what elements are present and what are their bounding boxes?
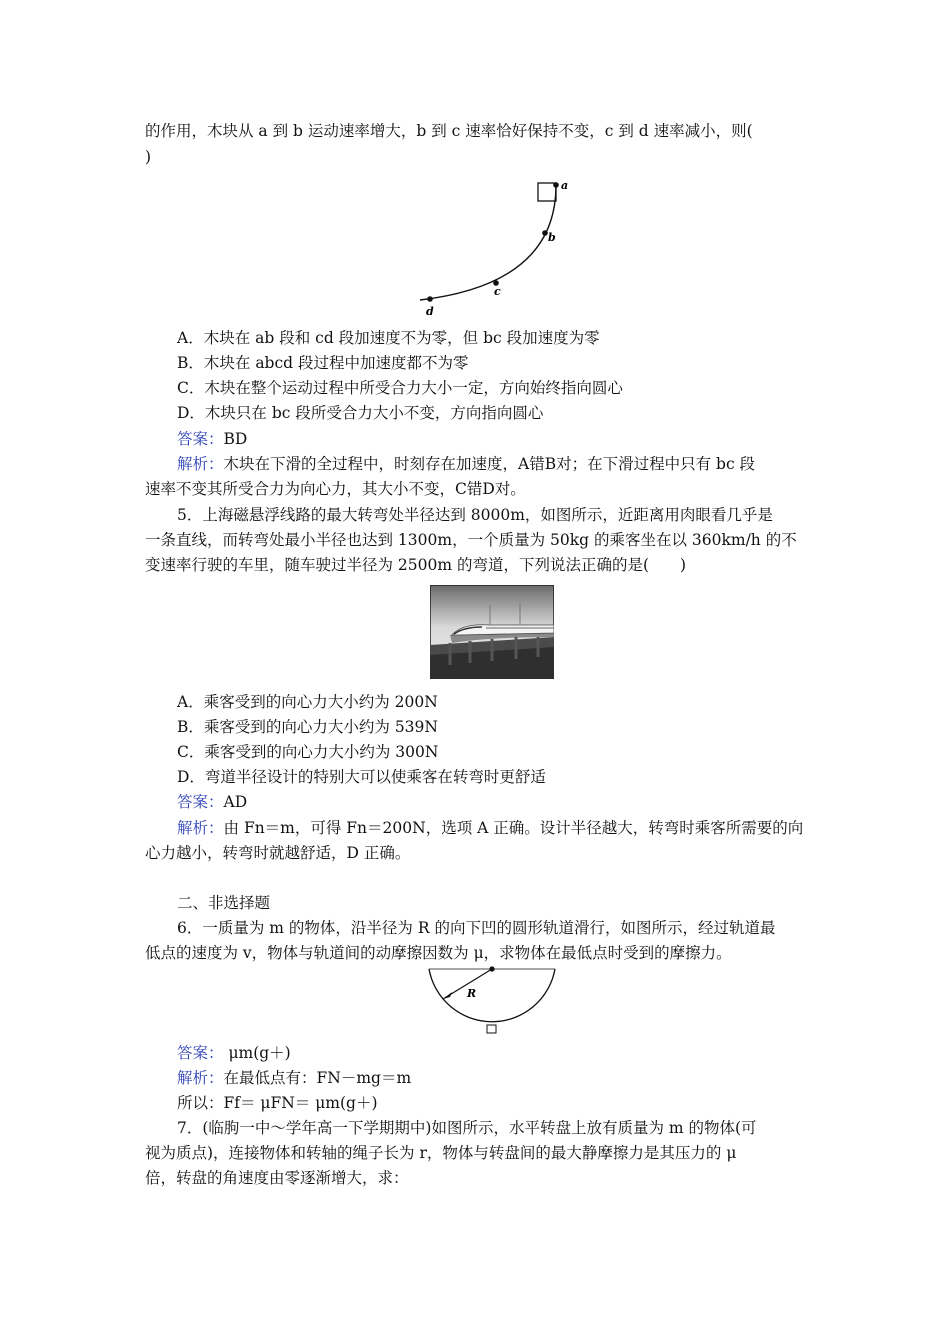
q4-answer bbox=[177, 429, 247, 449]
q5-option-c: C．乘客受到的向心力大小约为 300N bbox=[177, 743, 439, 761]
point-a bbox=[553, 182, 559, 188]
q4-stem-line2: ) bbox=[145, 148, 152, 166]
q4-option-c: C．木块在整个运动过程中所受合力大小一定，方向始终指向圆心 bbox=[177, 379, 623, 397]
q4-arc-figure bbox=[410, 175, 570, 320]
answer-value: BD bbox=[223, 430, 248, 448]
maglev-train-photo bbox=[430, 585, 554, 679]
q5-answer bbox=[177, 792, 247, 812]
q7-stem-line2: 视为质点)，连接物体和转轴的绳子长为 r，物体与转盘间的最大静摩擦力是其压力的 μ bbox=[145, 1144, 737, 1162]
answer-label: 答案： bbox=[177, 793, 224, 811]
answer-value: μm(g＋) bbox=[223, 1044, 291, 1062]
q6-analysis-line2: 所以：Ff＝ μFN＝ μm(g＋) bbox=[177, 1094, 378, 1112]
q4-analysis-line2: 速率不变其所受合力为向心力，其大小不变，C错D对。 bbox=[145, 480, 526, 498]
answer-label: 答案： bbox=[177, 430, 224, 448]
answer-value: AD bbox=[223, 793, 248, 811]
q4-option-a: A．木块在 ab 段和 cd 段加速度不为零，但 bc 段加速度为零 bbox=[177, 329, 600, 347]
q5-option-d: D．弯道半径设计的特别大可以使乘客在转弯时更舒适 bbox=[177, 768, 546, 786]
q5-stem-line1: 5．上海磁悬浮线路的最大转弯处半径达到 8000m，如图所示，近距离用肉眼看几乎是 bbox=[177, 506, 773, 524]
q5-analysis-line2: 心力越小，转弯时就越舒适，D 正确。 bbox=[145, 844, 411, 862]
label-r: R bbox=[467, 987, 477, 1000]
q6-stem-line1: 6．一质量为 m 的物体，沿半径为 R 的向下凹的圆形轨道滑行，如图所示，经过轨道最 bbox=[177, 919, 776, 937]
label-a: a bbox=[561, 179, 569, 192]
q5-option-b: B．乘客受到的向心力大小约为 539N bbox=[177, 718, 438, 736]
label-c: c bbox=[494, 285, 501, 298]
analysis-label: 解析： bbox=[177, 819, 224, 837]
analysis-text: 在最低点有：FN－mg＝m bbox=[223, 1069, 412, 1087]
q6-analysis-line1 bbox=[177, 1068, 411, 1088]
q5-stem-line2: 一条直线，而转弯处最小半径也达到 1300m，一个质量为 50kg 的乘客坐在以 360km/h 的不 bbox=[145, 531, 797, 549]
q4-analysis-line1 bbox=[177, 454, 755, 474]
q5-stem-line3: 变速率行驶的车里，随车驶过半径为 2500m 的弯道，下列说法正确的是( ) bbox=[145, 556, 687, 574]
analysis-label: 解析： bbox=[177, 1069, 224, 1087]
label-b: b bbox=[548, 231, 556, 244]
q5-analysis-line1 bbox=[177, 818, 803, 838]
section-heading: 二、非选择题 bbox=[177, 894, 271, 912]
point-d bbox=[427, 296, 433, 302]
q6-stem-line2: 低点的速度为 v，物体与轨道间的动摩擦因数为 μ，求物体在最低点时受到的摩擦力。 bbox=[145, 944, 732, 962]
q5-option-a: A．乘客受到的向心力大小约为 200N bbox=[177, 693, 438, 711]
q7-stem-line3: 倍，转盘的角速度由零逐渐增大，求： bbox=[145, 1169, 409, 1187]
q6-answer bbox=[177, 1043, 291, 1063]
q4-option-d: D．木块只在 bc 段所受合力大小不变，方向指向圆心 bbox=[177, 404, 544, 422]
q6-semicircle-figure bbox=[425, 963, 560, 1035]
analysis-text: 由 Fn＝m，可得 Fn＝200N，选项 A 正确。设计半径越大，转弯时乘客所需要的向 bbox=[223, 819, 804, 837]
arc-track bbox=[420, 185, 556, 300]
analysis-text: 木块在下滑的全过程中，时刻存在加速度，A错B对；在下滑过程中只有 bc 段 bbox=[223, 455, 756, 473]
point-b bbox=[542, 230, 548, 236]
answer-label: 答案： bbox=[177, 1044, 224, 1062]
analysis-label: 解析： bbox=[177, 455, 224, 473]
label-d: d bbox=[426, 305, 434, 318]
q4-option-b: B．木块在 abcd 段过程中加速度都不为零 bbox=[177, 354, 469, 372]
object-block bbox=[487, 1025, 496, 1033]
q7-stem-line1: 7．(临朐一中～学年高一下学期期中)如图所示，水平转盘上放有质量为 m 的物体(可 bbox=[177, 1119, 757, 1137]
q4-stem-line1: 的作用，木块从 a 到 b 运动速率增大，b 到 c 速率恰好保持不变，c 到 d 速率减小，则( bbox=[145, 122, 753, 140]
